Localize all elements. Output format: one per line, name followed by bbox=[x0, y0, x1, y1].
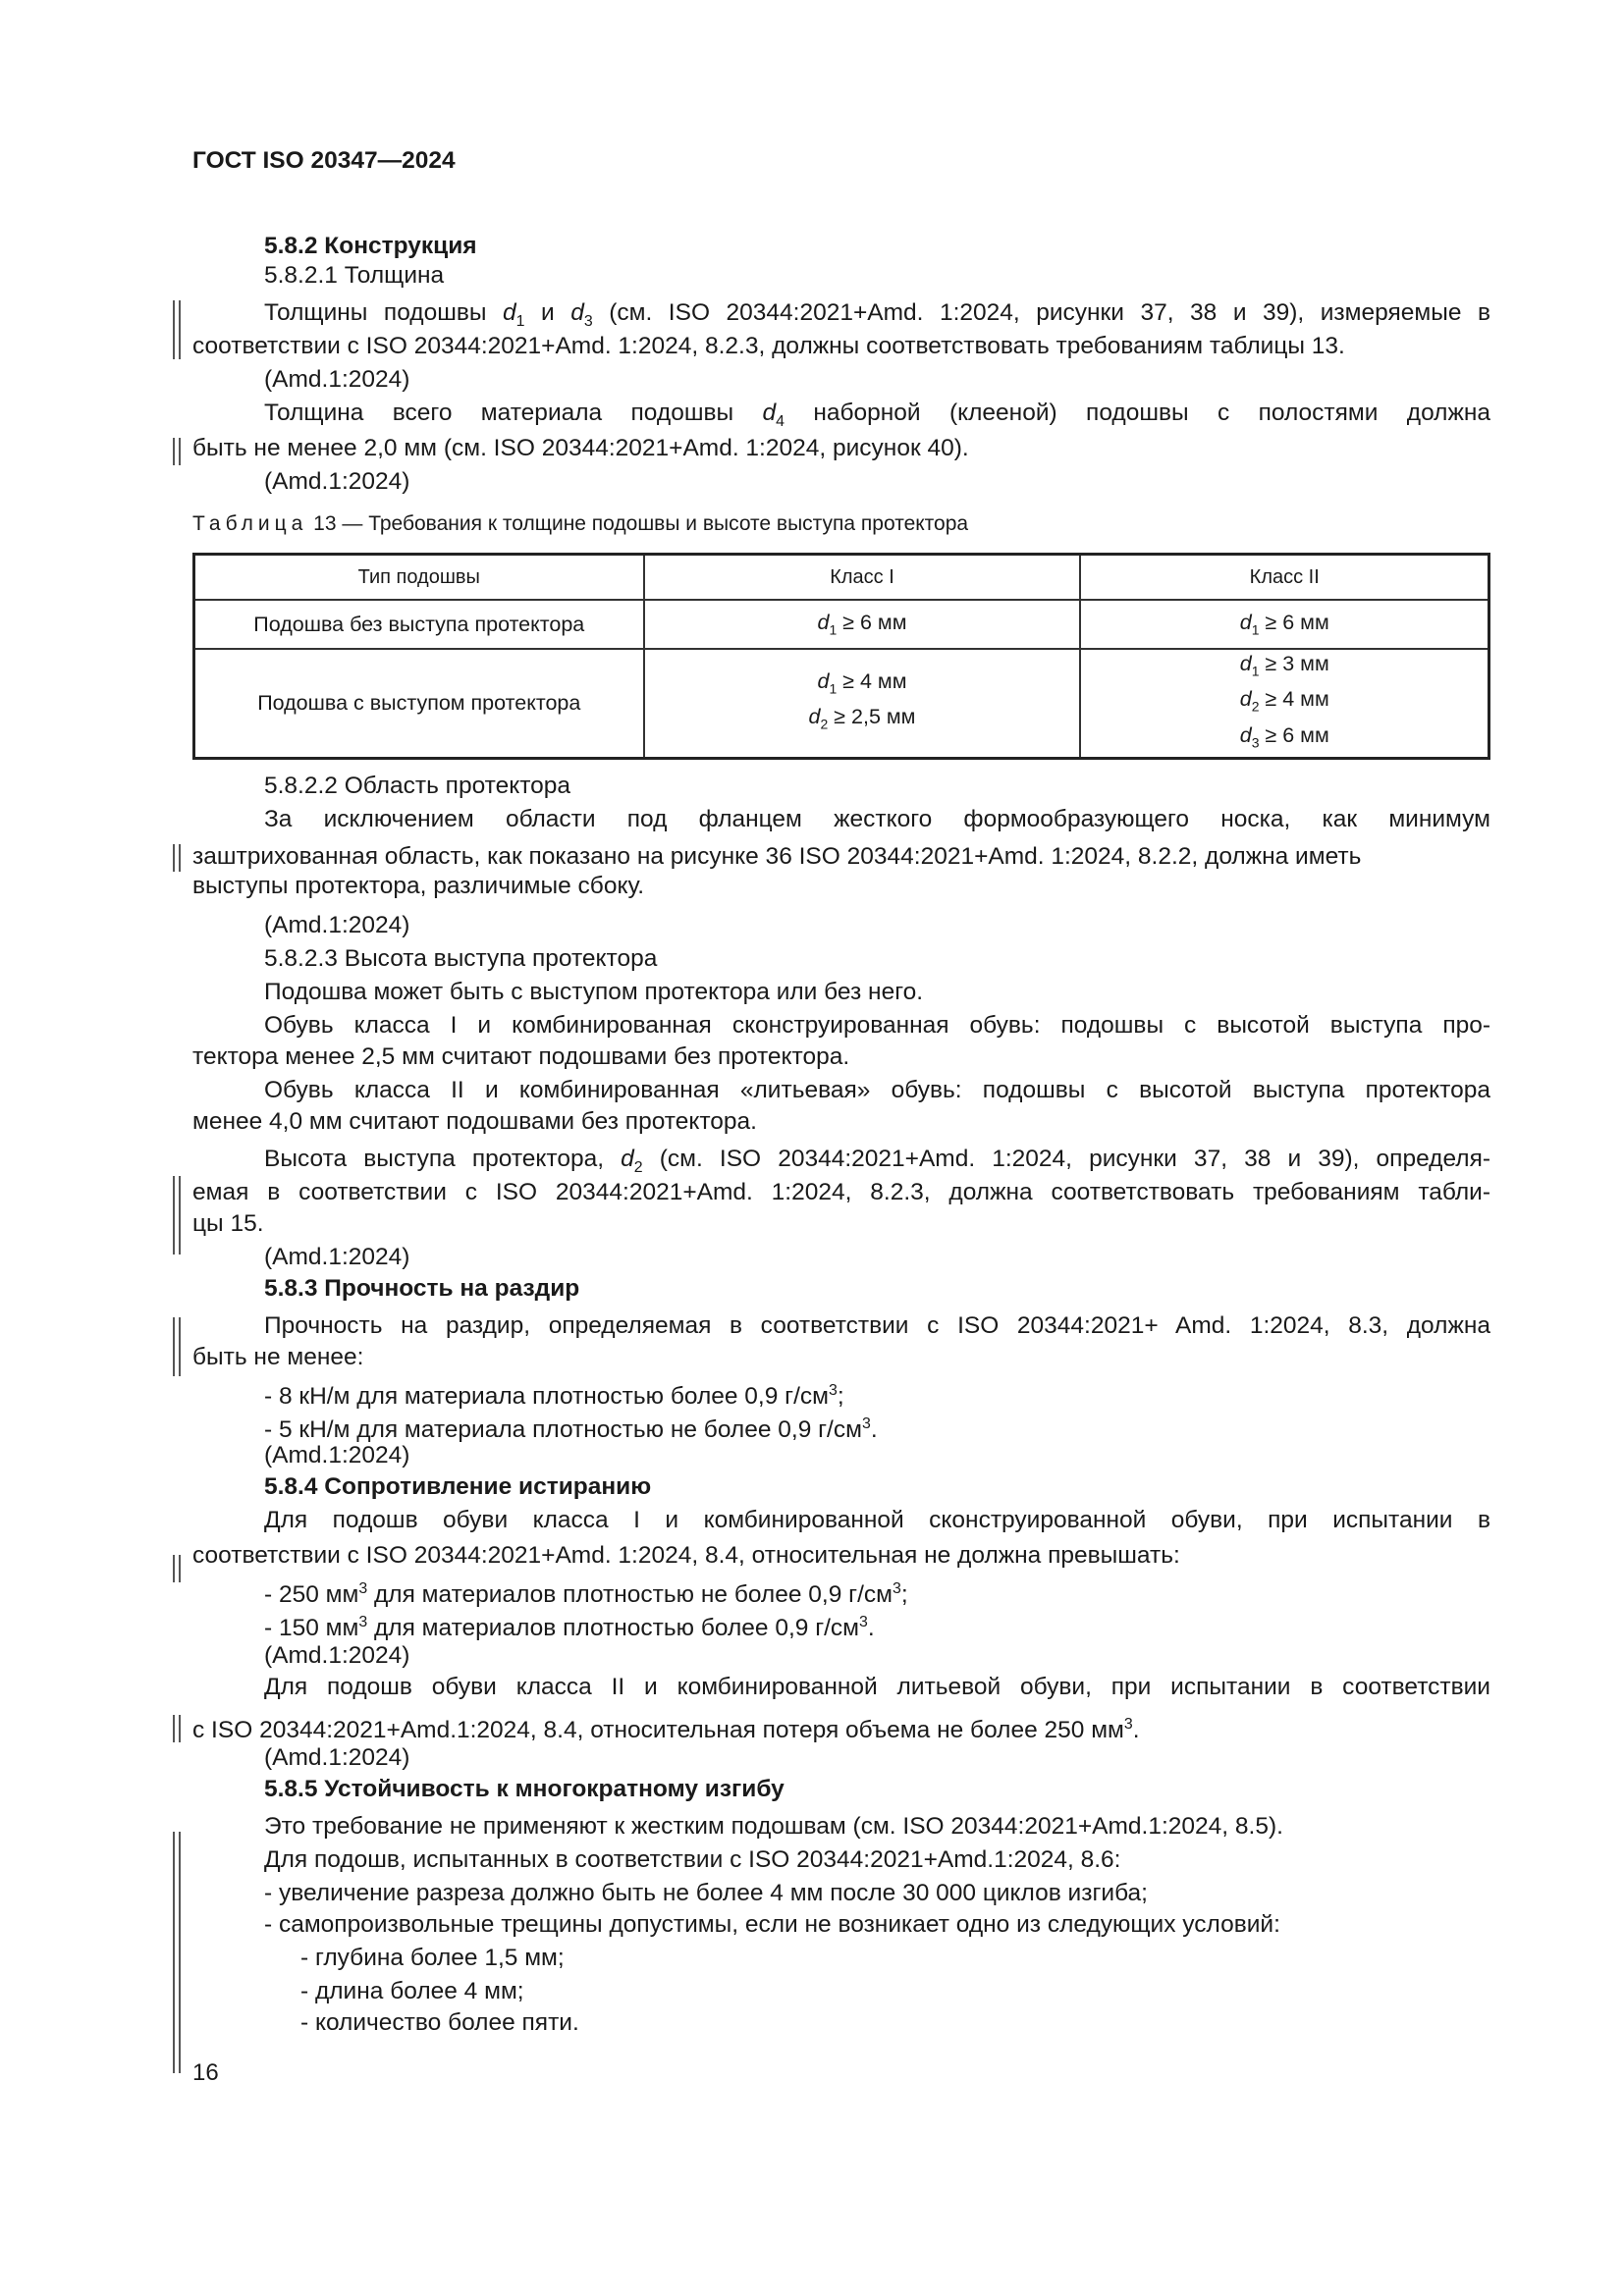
document-header: ГОСТ ISO 20347—2024 bbox=[192, 147, 456, 174]
amendment-note: (Amd.1:2024) bbox=[264, 366, 410, 393]
paragraph-line: Обувь класса I и комбинированная сконструированная обувь: подошвы с высотой выступа про- bbox=[264, 1012, 1490, 1039]
change-bar bbox=[173, 438, 175, 465]
table-header-row bbox=[194, 555, 1489, 601]
subsection-title: 5.8.2.3 Высота выступа протектора bbox=[264, 945, 658, 972]
change-bar bbox=[179, 1555, 181, 1582]
section-title: 5.8.3 Прочность на раздир bbox=[264, 1275, 580, 1302]
subsection-title: 5.8.2.2 Область протектора bbox=[264, 773, 571, 799]
change-bar bbox=[173, 1176, 175, 1255]
paragraph-line: с ISO 20344:2021+Amd.1:2024, 8.4, относительная потеря объема не более 250 $мм^3$. bbox=[192, 1716, 1140, 1744]
amendment-note: (Amd.1:2024) bbox=[264, 1744, 410, 1771]
paragraph: Толщина всего материала подошвы $d_4$ наборной (клееной) подошвы с полостями должна bbox=[264, 400, 1491, 430]
paragraph-line: соответствии с ISO 20344:2021+Amd. 1:2024, 8.4, относительная не должна превышать: bbox=[192, 1542, 1180, 1569]
change-bar bbox=[179, 438, 181, 465]
change-bar bbox=[179, 1176, 181, 1255]
amendment-note: (Amd.1:2024) bbox=[264, 1642, 410, 1669]
paragraph-line: За исключением области под фланцем жесткого формообразующего носка, как минимум bbox=[264, 806, 1490, 832]
change-bar bbox=[179, 1317, 181, 1376]
change-bar bbox=[173, 1832, 175, 2073]
list-item: - количество более пяти. bbox=[300, 2009, 579, 2036]
amendment-note: (Amd.1:2024) bbox=[264, 912, 410, 938]
paragraph: Высота выступа протектора, $d_2$ (см. ISO 20344:2021+Amd. 1:2024, рисунки 37, 38 и 39), определя- bbox=[264, 1146, 1490, 1176]
paragraph-line: Для подошв обуви класса I и комбинированной сконструированной обуви, при испытании в bbox=[264, 1507, 1490, 1533]
paragraph-line: выступы протектора, различимые сбоку. bbox=[192, 873, 645, 899]
table-cell: $d_1 \ge 6$ мм bbox=[644, 600, 1081, 649]
table-row bbox=[194, 600, 1489, 649]
table-header: Тип подошвы bbox=[194, 555, 644, 601]
change-bar bbox=[179, 300, 181, 359]
paragraph-line: соответствии с ISO 20344:2021+Amd. 1:2024, 8.2.3, должны соответствовать требованиям таблицы 13. bbox=[192, 333, 1345, 359]
table-cell: Подошва без выступа протектора bbox=[194, 600, 644, 649]
paragraph-line: цы 15. bbox=[192, 1210, 264, 1237]
change-bar bbox=[173, 844, 175, 872]
list-item: - 150 $мм^3$ для материалов плотностью более 0,9 $г/см^3$. bbox=[264, 1614, 875, 1642]
section-title: 5.8.5 Устойчивость к многократному изгибу bbox=[264, 1776, 785, 1802]
list-item: - длина более 4 мм; bbox=[300, 1978, 524, 2004]
paragraph-line: менее 4,0 мм считают подошвами без протектора. bbox=[192, 1108, 757, 1135]
amendment-note: (Amd.1:2024) bbox=[264, 1244, 410, 1270]
change-bar bbox=[179, 1715, 181, 1742]
paragraph-line: быть не менее: bbox=[192, 1344, 364, 1370]
section-title: 5.8.2 Конструкция bbox=[264, 233, 477, 259]
paragraph-line: Прочность на раздир, определяемая в соответствии с ISO 20344:2021+ Amd. 1:2024, 8.3, должна bbox=[264, 1312, 1490, 1339]
list-item: - 8 кН/м для материала плотностью более 0,9 $г/см^3$; bbox=[264, 1382, 844, 1411]
table-header: Класс II bbox=[1080, 555, 1489, 601]
paragraph-line: быть не менее 2,0 мм (см. ISO 20344:2021+Amd. 1:2024, рисунок 40). bbox=[192, 435, 969, 461]
paragraph-line: Для подошв обуви класса II и комбинированной литьевой обуви, при испытании в соответствии bbox=[264, 1674, 1490, 1700]
paragraph-line: Подошва может быть с выступом протектора или без него. bbox=[264, 979, 924, 1005]
table-caption: Таблица 13 — Требования к толщине подошвы и высоте выступа протектора bbox=[192, 512, 969, 535]
paragraph-line: заштрихованная область, как показано на рисунке 36 ISO 20344:2021+Amd. 1:2024, 8.2.2, должна иметь bbox=[192, 843, 1362, 870]
change-bar bbox=[173, 300, 175, 359]
table-cell: $d_1 \ge 6$ мм bbox=[1080, 600, 1489, 649]
list-item: - 250 $мм^3$ для материалов плотностью не более 0,9 $г/см^3$; bbox=[264, 1580, 908, 1609]
amendment-note: (Amd.1:2024) bbox=[264, 468, 410, 495]
page-number: 16 bbox=[192, 2059, 219, 2086]
table-cell: $d_1 \ge 3$ мм $d_2 \ge 4$ мм $d_3 \ge 6$ мм bbox=[1080, 649, 1489, 758]
change-bar bbox=[173, 1317, 175, 1376]
table-header: Класс I bbox=[644, 555, 1081, 601]
paragraph-line: Обувь класса II и комбинированная «литьевая» обувь: подошвы с высотой выступа протектора bbox=[264, 1077, 1490, 1103]
thickness-table bbox=[192, 553, 1490, 760]
list-item: - глубина более 1,5 мм; bbox=[300, 1945, 565, 1971]
amendment-note: (Amd.1:2024) bbox=[264, 1442, 410, 1468]
table-cell: $d_1 \ge 4$ мм $d_2 \ge 2,5$ мм bbox=[644, 649, 1081, 758]
paragraph: Толщины подошвы $d_1$ и $d_3$ (см. ISO 20344:2021+Amd. 1:2024, рисунки 37, 38 и 39), измеряемые в bbox=[264, 299, 1490, 330]
subsection-title: 5.8.2.1 Толщина bbox=[264, 262, 445, 289]
table-cell: Подошва с выступом протектора bbox=[194, 649, 644, 758]
paragraph-line: Это требование не применяют к жестким подошвам (см. ISO 20344:2021+Amd.1:2024, 8.5). bbox=[264, 1813, 1283, 1840]
table-row bbox=[194, 649, 1489, 758]
list-item: - самопроизвольные трещины допустимы, если не возникает одно из следующих условий: bbox=[264, 1911, 1280, 1938]
paragraph-line: емая в соответствии с ISO 20344:2021+Amd. 1:2024, 8.2.3, должна соответствовать требованиям табли- bbox=[192, 1179, 1490, 1205]
paragraph-line: Для подошв, испытанных в соответствии с ISO 20344:2021+Amd.1:2024, 8.6: bbox=[264, 1846, 1121, 1873]
list-item: - увеличение разреза должно быть не более 4 мм после 30 000 циклов изгиба; bbox=[264, 1880, 1148, 1906]
paragraph-line: тектора менее 2,5 мм считают подошвами без протектора. bbox=[192, 1043, 850, 1070]
change-bar bbox=[179, 844, 181, 872]
list-item: - 5 кН/м для материала плотностью не более 0,9 $г/см^3$. bbox=[264, 1415, 878, 1444]
section-title: 5.8.4 Сопротивление истиранию bbox=[264, 1473, 652, 1500]
change-bar bbox=[173, 1555, 175, 1582]
change-bar bbox=[173, 1715, 175, 1742]
change-bar bbox=[179, 1832, 181, 2073]
